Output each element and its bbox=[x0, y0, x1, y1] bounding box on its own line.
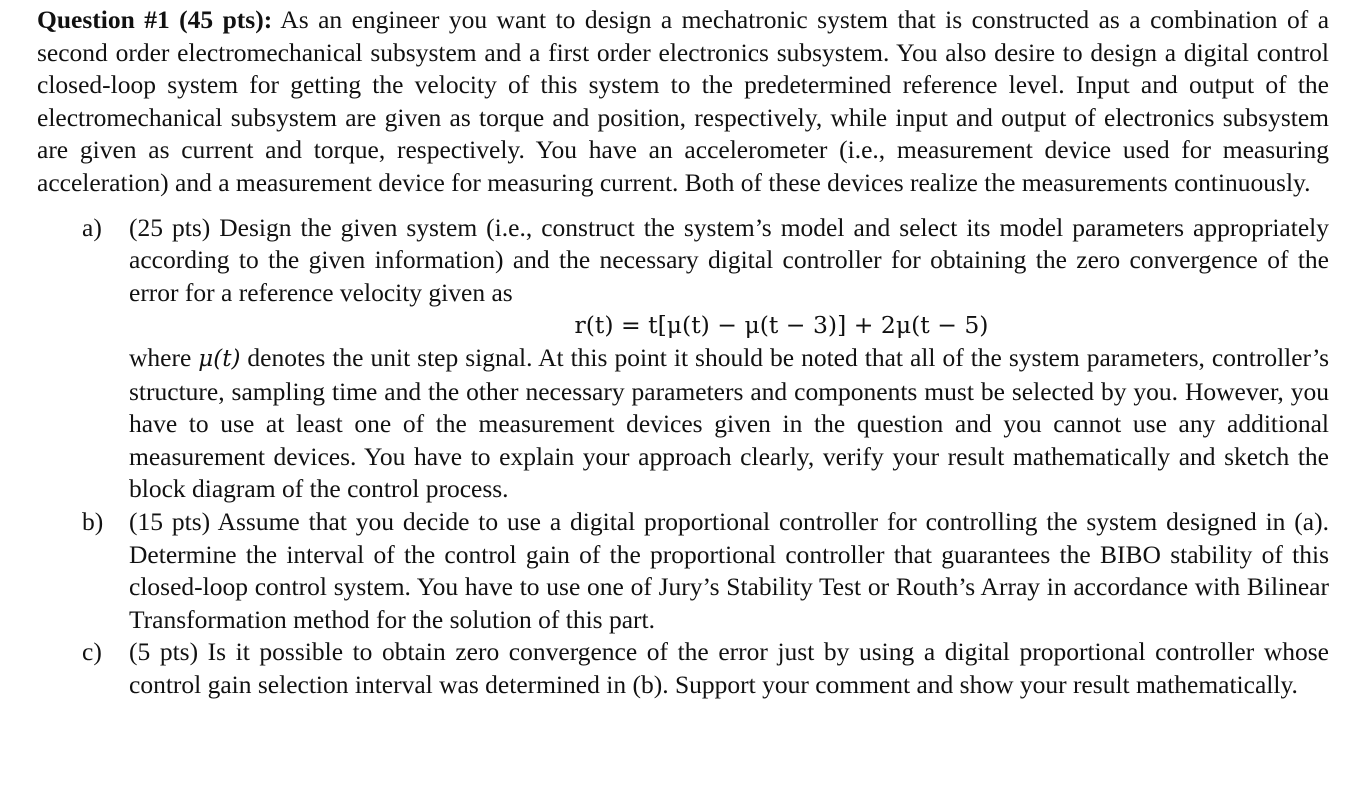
part-b bbox=[37, 506, 1329, 636]
question-parts-list bbox=[37, 212, 1329, 702]
question-document bbox=[37, 4, 1329, 701]
part-a-where-prefix: where bbox=[129, 342, 199, 372]
question-intro-paragraph bbox=[37, 4, 1329, 200]
reference-velocity-formula: r(t) = t[μ(t) − μ(t − 3)] + 2μ(t − 5) bbox=[574, 311, 989, 340]
part-a-text-continued: denotes the unit step signal. At this point it should be noted that all of the system parameters, controller’s structure, sampling time and the other necessary parameters and components must be selected by you. However, you have to use at least one of the measurement devices given in the question and you cannot use any additional measurement devices. You have to explain your approach clearly, verify your result mathematically and sketch the block diagram of the control process. bbox=[129, 342, 1329, 504]
question-heading: Question #1 (45 pts): bbox=[37, 5, 273, 34]
part-a-text: (25 pts) Design the given system (i.e., construct the system’s model and select its model parameters appropriately according to the given information) and the necessary digital controller for obtaining the zero convergence of the error for a reference velocity given as bbox=[129, 212, 1329, 307]
part-c-label: c) bbox=[82, 637, 102, 667]
unit-step-symbol: μ(t) bbox=[198, 345, 241, 372]
part-c-text: (5 pts) Is it possible to obtain zero convergence of the error just by using a digital proportional controller whose control gain selection interval was determined in (b). Support your comment and show your result mathematically. bbox=[129, 637, 1329, 699]
part-a-label: a) bbox=[82, 212, 102, 242]
part-b-text: (15 pts) Assume that you decide to use a digital proportional controller for controlling the system designed in (a). Determine the interval of the control gain of the proportional controller that guarantees the BIBO stability of this closed-loop control system. You have to use one of Jury’s Stability Test or Routh’s Array in accordance with Bilinear Transformation method for the solution of this part. bbox=[129, 506, 1329, 634]
part-b-label: b) bbox=[82, 506, 104, 536]
part-c bbox=[37, 636, 1329, 701]
part-a bbox=[37, 212, 1329, 506]
question-intro-text: As an engineer you want to design a mechatronic system that is constructed as a combination of a second order electromechanical subsystem and a first order electronics subsystem. You also desire to design a digital control closed-loop system for getting the velocity of this system to the predetermined reference level. Input and output of the electromechanical subsystem are given as torque and position, respectively, while input and output of electronics subsystem are given as current and torque, respectively. You have an accelerometer (i.e., measurement device used for measuring acceleration) and a measurement device for measuring current. Both of these devices realize the measurements continuously. bbox=[37, 5, 1330, 197]
